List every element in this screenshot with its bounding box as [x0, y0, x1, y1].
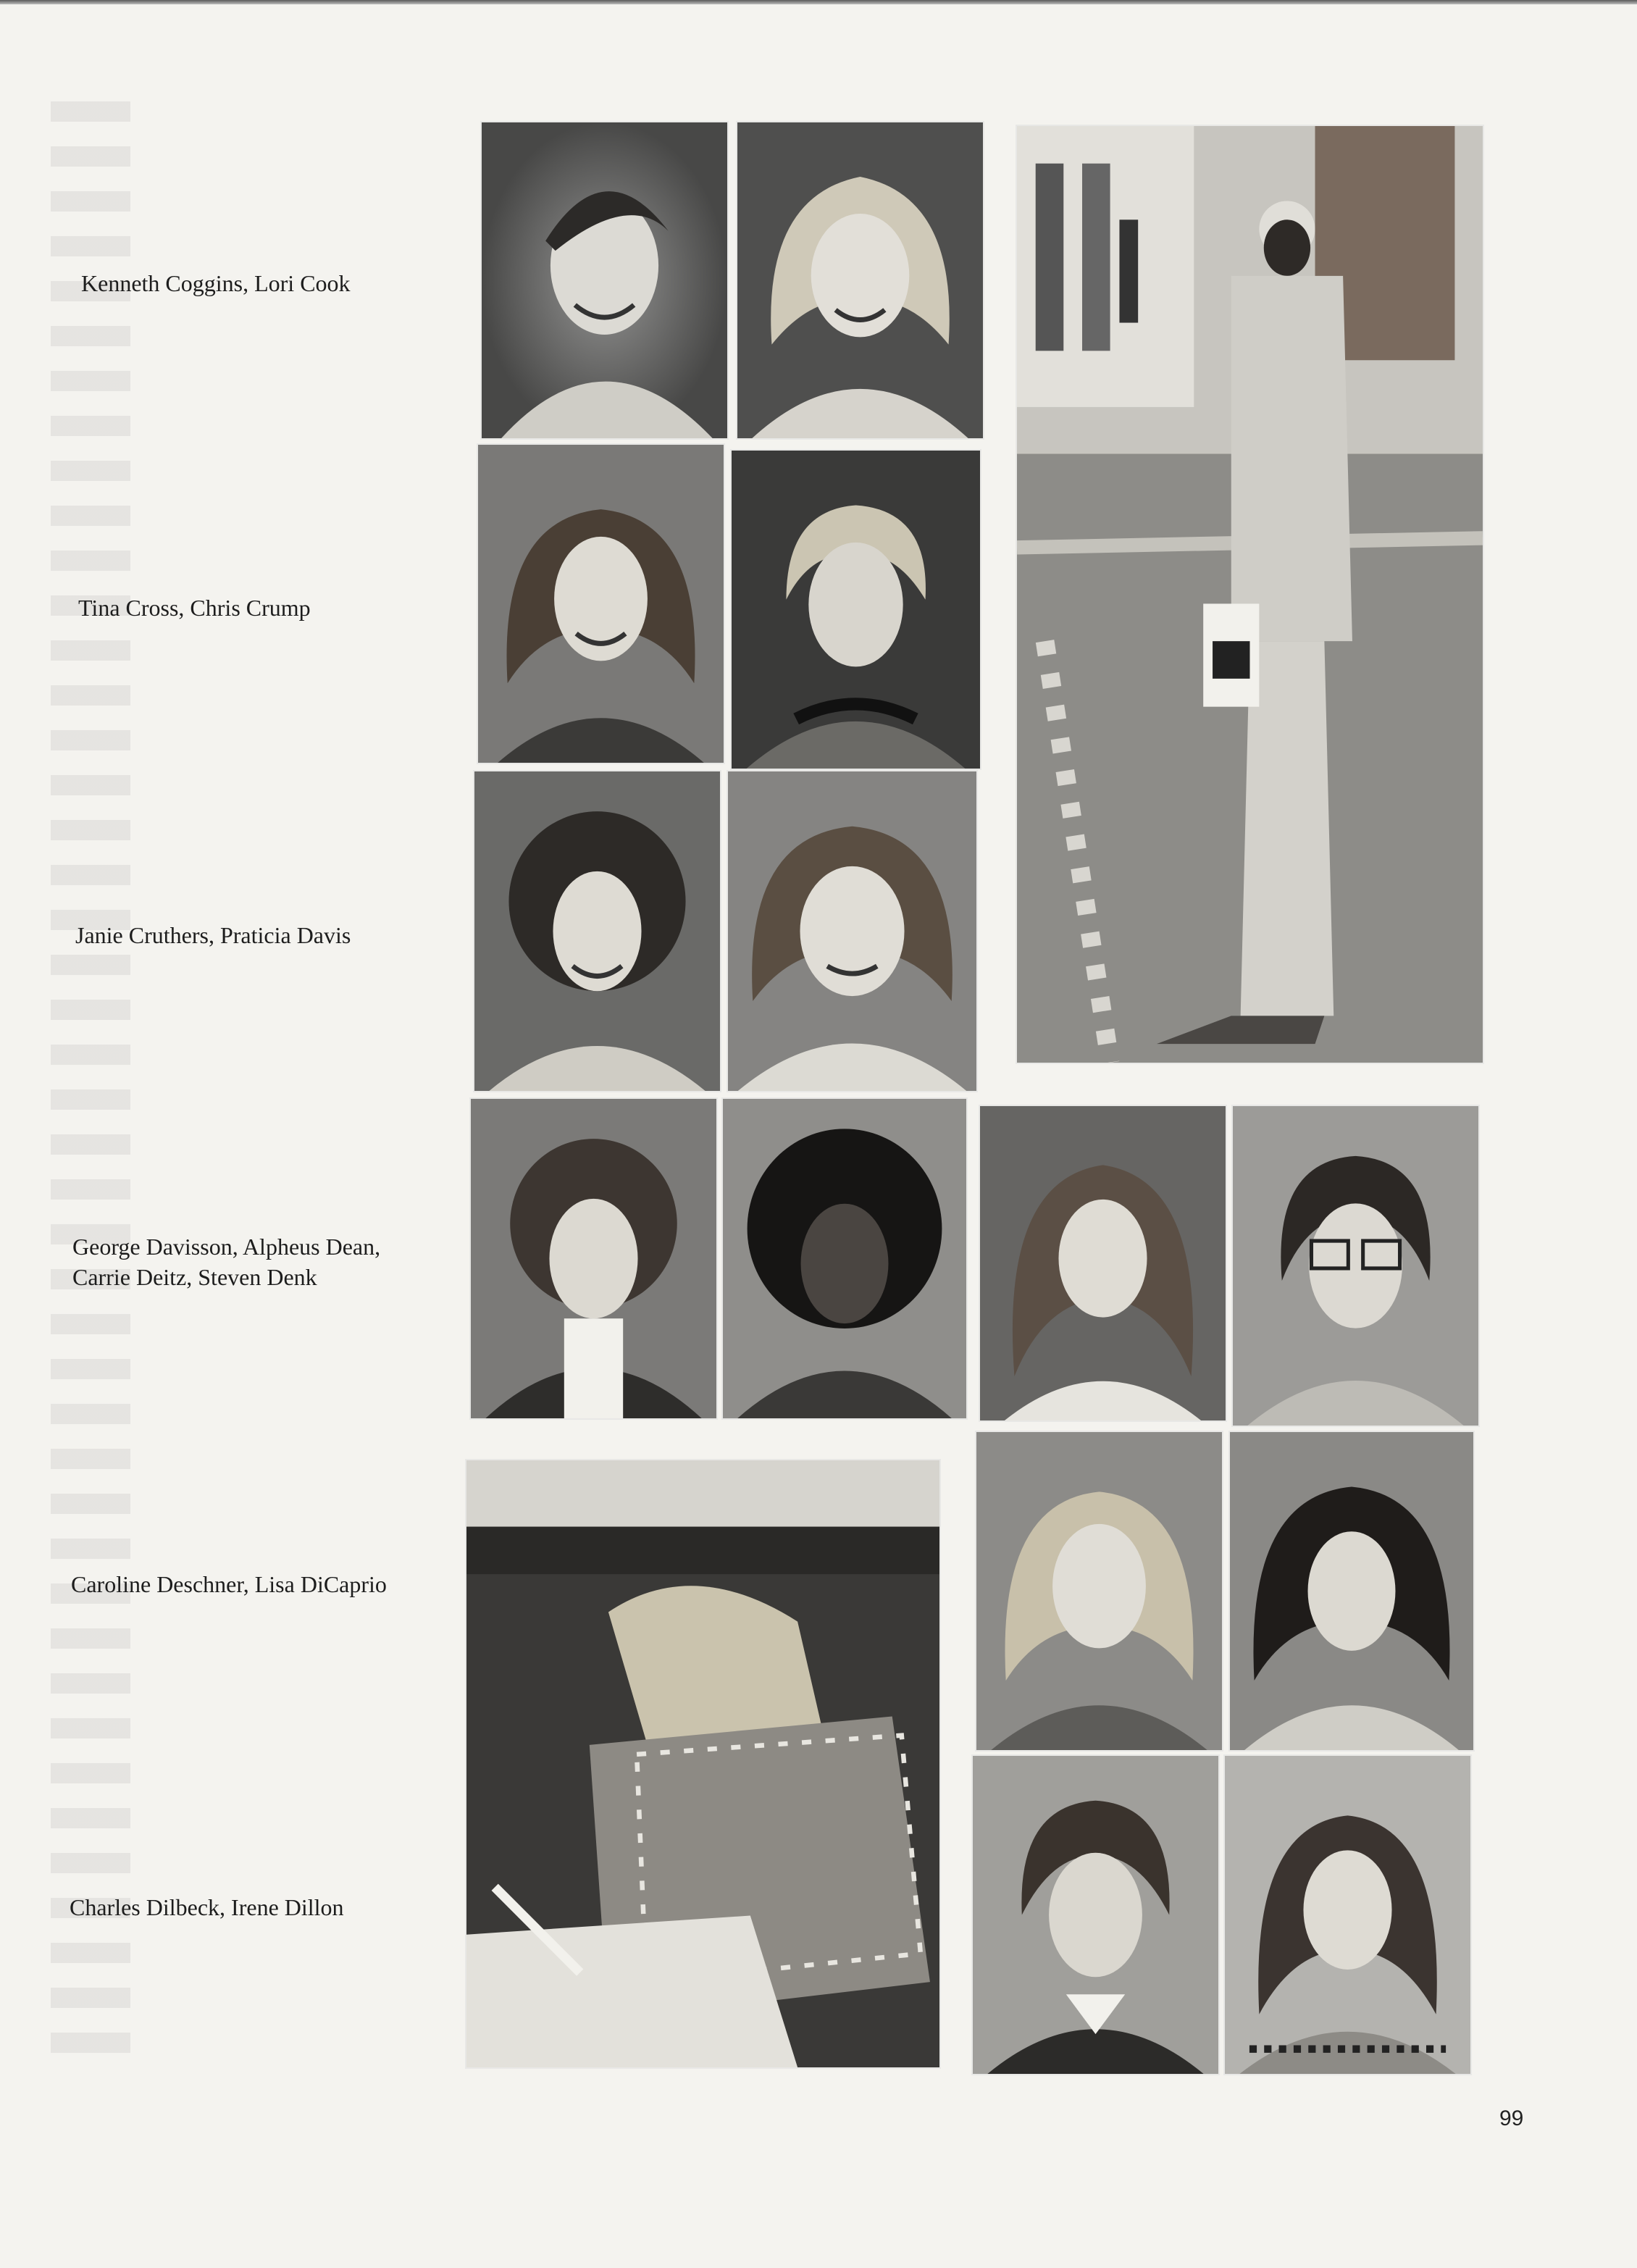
- portrait-photo: [1231, 1105, 1480, 1427]
- portrait-photo: [469, 1097, 718, 1420]
- caption-row-5: [71, 1569, 387, 1599]
- portrait-photo: [727, 770, 978, 1092]
- portrait-photo: [480, 121, 729, 440]
- caption-text: Tina Cross, Chris Crump: [78, 595, 311, 621]
- portrait-photo: [975, 1431, 1223, 1752]
- caption-row-6: [70, 1892, 344, 1922]
- caption-row-2: [78, 593, 311, 623]
- caption-text-line-2: Carrie Deitz, Steven Denk: [72, 1264, 317, 1290]
- portrait-photo: [971, 1754, 1220, 2075]
- caption-row-4: [72, 1231, 380, 1292]
- caption-text: Caroline Deschner, Lisa DiCaprio: [71, 1571, 387, 1597]
- portrait-photo: [730, 449, 981, 770]
- caption-text: Janie Cruthers, Praticia Davis: [75, 922, 351, 948]
- portrait-photo: [979, 1105, 1227, 1422]
- portrait-photo: [473, 770, 721, 1092]
- portrait-photo: [1228, 1431, 1475, 1752]
- caption-text: Charles Dilbeck, Irene Dillon: [70, 1894, 344, 1920]
- portrait-photo: [1223, 1754, 1472, 2075]
- portrait-photo: [721, 1097, 968, 1420]
- page-number: 99: [1499, 2106, 1524, 2130]
- caption-row-3: [75, 920, 351, 950]
- candid-classroom-photo: [465, 1459, 941, 2069]
- caption-text-line-1: George Davisson, Alpheus Dean,: [72, 1234, 381, 1260]
- bleed-through-text: [51, 101, 130, 2057]
- caption-text: Kenneth Coggins, Lori Cook: [81, 270, 351, 296]
- top-scan-edge: [0, 0, 1637, 4]
- caption-row-1: [81, 268, 351, 298]
- portrait-photo: [736, 121, 984, 440]
- portrait-photo: [477, 443, 725, 764]
- candid-street-photo: [1016, 125, 1484, 1064]
